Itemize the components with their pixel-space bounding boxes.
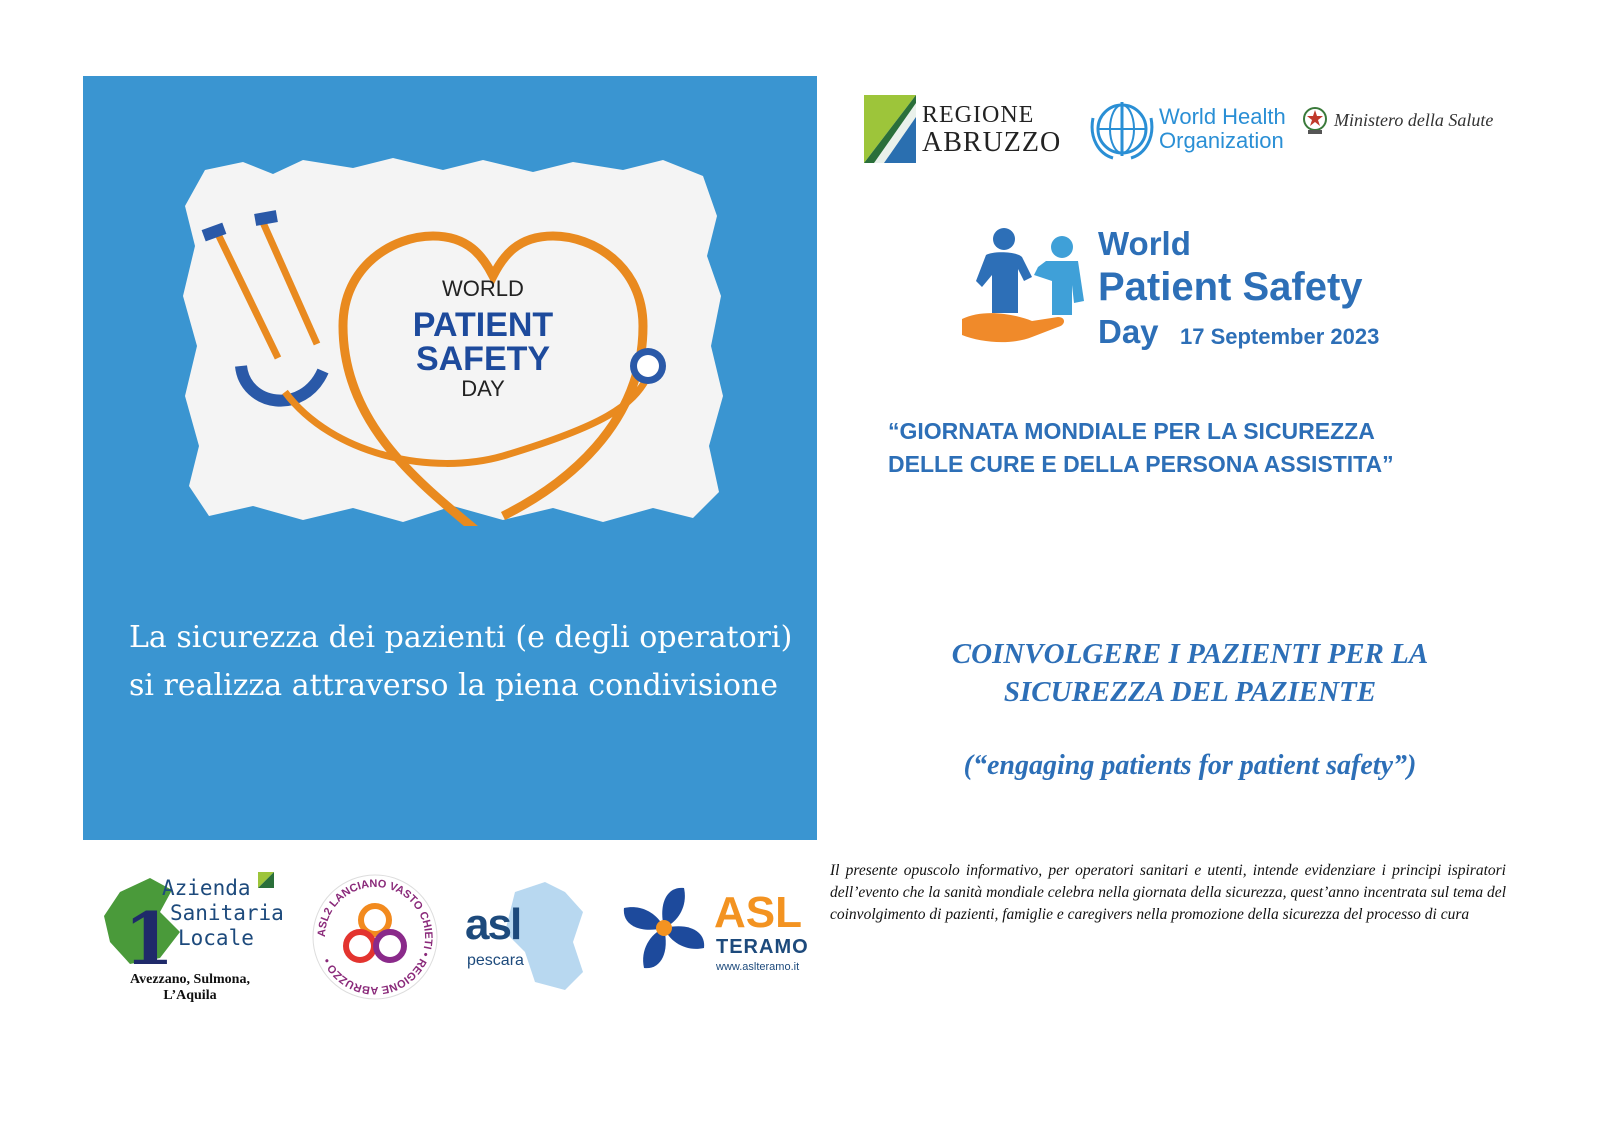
asl2-triskelion-icon: [310, 872, 440, 1002]
wpsd-date: 17 September 2023: [1180, 324, 1380, 349]
poster-slogan: [129, 614, 809, 710]
regione-abruzzo-logo: [864, 95, 1061, 163]
who-logo: [1089, 95, 1286, 163]
asl1-line-3: Locale: [178, 926, 254, 950]
theme-line-2: SICUREZZA DEL PAZIENTE: [1003, 676, 1377, 708]
asl-pescara-logo: [465, 882, 585, 992]
teramo-propeller-icon: [618, 882, 710, 974]
abruzzo-label: ABRUZZO: [922, 127, 1062, 158]
badge-patient: PATIENT: [412, 306, 554, 344]
wpsd-logo: [962, 225, 1402, 365]
asl1-line-2: Sanitaria: [170, 901, 284, 925]
asl-teramo-url: www.aslteramo.it: [716, 961, 800, 973]
regione-label: REGIONE: [922, 102, 1035, 128]
svg-text:1: 1: [124, 896, 175, 972]
asl-logos: [100, 872, 820, 1012]
asl1-line-1: Azienda: [162, 876, 251, 900]
theme-line-1: COINVOLGERE I PAZIENTI PER LA: [951, 638, 1429, 670]
wpsd-patient-safety: Patient Safety: [1098, 265, 1363, 309]
description-paragraph: Il presente opuscolo informativo, per operatori sanitari e utenti, intende evidenziare i principi ispiratori dell’evento che la sanità mondiale celebra nella giornata della sicurezza, quest’anno incentrata sul tema del coinvolgimento di pazienti, famiglie e caregivers nella promozione della sicurezza del processo di cura: [830, 862, 1506, 923]
ministero-label: Ministero della Salute: [1334, 109, 1494, 130]
asl2-ring-text: ASL2 LANCIANO VASTO CHIETI • REGIONE ABRUZZO •: [315, 877, 435, 997]
theme-english: (“engaging patients for patient safety”): [963, 750, 1417, 781]
asl1-sub-2: L’Aquila: [163, 988, 217, 1003]
wpsd-world: World: [1098, 225, 1191, 262]
asl2-logo: [310, 872, 440, 1002]
partner-logos: [864, 95, 1504, 165]
giornata-heading: [888, 415, 1508, 481]
slogan-line-2: si realizza attraverso la piena condivisione: [129, 668, 778, 703]
asl-teramo-sub: TERAMO: [716, 936, 809, 958]
badge-safety: SAFETY: [415, 340, 551, 378]
wpsd-day: Day: [1098, 313, 1159, 350]
slogan-line-1: La sicurezza dei pazienti (e degli operatori): [129, 620, 793, 655]
abruzzo-flag-icon: [864, 95, 916, 163]
badge-day: DAY: [461, 376, 505, 401]
giornata-line-2: DELLE CURE E DELLA PERSONA ASSISTITA”: [888, 451, 1394, 477]
asl1-sub-1: Avezzano, Sulmona,: [130, 972, 250, 987]
theme-title: [880, 635, 1500, 711]
asl-teramo-main: ASL: [714, 888, 802, 937]
badge-world: WORLD: [442, 276, 524, 301]
who-line-1: World Health: [1159, 104, 1286, 129]
italian-emblem-icon: [1302, 105, 1328, 135]
who-emblem-icon: [1089, 98, 1155, 160]
asl-pescara-sub: pescara: [467, 952, 524, 969]
who-line-2: Organization: [1159, 128, 1284, 153]
ministero-logo: [1302, 105, 1493, 135]
asl-pescara-main: asl: [465, 900, 521, 949]
giornata-line-1: “GIORNATA MONDIALE PER LA SICUREZZA: [888, 418, 1375, 444]
asl-teramo-logo: [618, 882, 818, 992]
asl1-logo: [100, 872, 284, 1003]
poster-panel: [83, 76, 817, 840]
people-hand-icon: [962, 225, 1092, 345]
